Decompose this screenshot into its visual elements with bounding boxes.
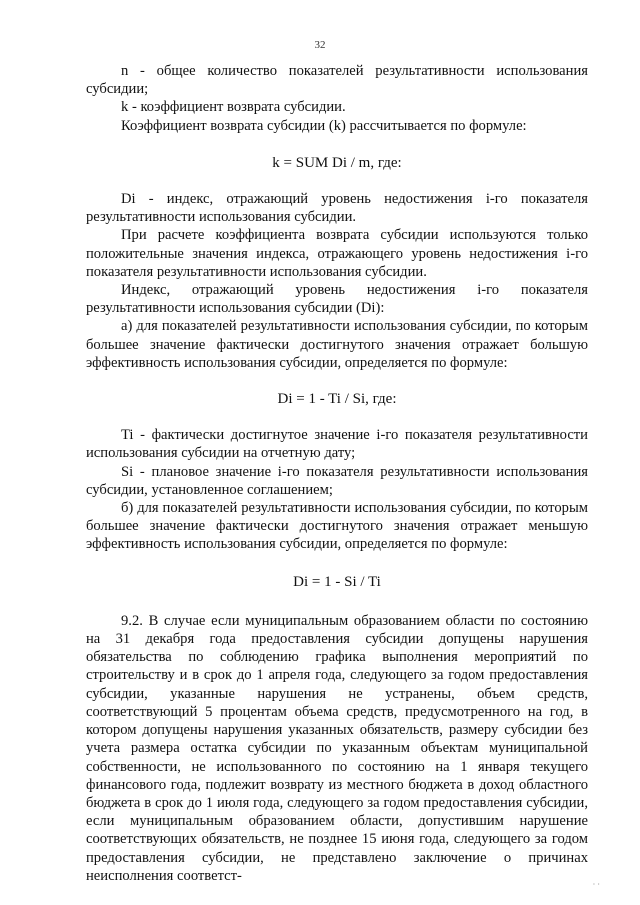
paragraph-index-intro: Индекс, отражающий уровень недостижения i-го показателя результативности использования субсидии (Di): bbox=[86, 282, 588, 317]
paragraph-di-definition: Di - индекс, отражающий уровень недостижения i-го показателя результативности использования субсидии. bbox=[86, 191, 588, 226]
paragraph-k-formula-intro: Коэффициент возврата субсидии (k) рассчитывается по формуле: bbox=[121, 117, 527, 134]
paragraph-9-2: 9.2. В случае если муниципальным образованием области по состоянию на 31 декабря года предоставления субсидии допущены нарушения обязательства по соблюдению графика выполнения мероприятий по строительству и в срок до 1 апреля года, следующего за годом предоставления субсидии, указанные нарушения не устранены, объем средств, соответствующий 5 процентам объема средств, предусмотренного на год, в котором допущены нарушения указанных обязательств, размеру субсидии без учета размера остатка субсидии по указанным объектам муниципальной собственности, не использованного по состоянию на 1 января текущего финансового года, подлежит возврату из местного бюджета в доход областного бюджета в срок до 1 июля года, следующего за годом предоставления субсидии, если муниципальным образованием области, допустившим нарушение соответствующих обязательств, не позднее 15 июня года, следующего за годом предоставления субсидии, не представлено заключение о причинах неисполнения соответст- bbox=[86, 612, 588, 884]
paragraph-case-b: б) для показателей результативности использования субсидии, по которым большее значение фактически достигнутого значения отражает меньшую эффективность использования субсидии, определяется по формуле: bbox=[86, 500, 588, 553]
formula-di-b: Di = 1 - Si / Ti bbox=[293, 573, 381, 590]
page-number: 32 bbox=[314, 39, 326, 51]
formula-di-a: Di = 1 - Ti / Si, где: bbox=[277, 391, 397, 408]
paragraph-positive-values: При расчете коэффициента возврата субсидии используются только положительные значения индекса, отражающего уровень недостижения i-го показателя результативности использования субсидии. bbox=[86, 227, 588, 280]
document-body bbox=[86, 62, 588, 885]
paragraph-case-a: а) для показателей результативности использования субсидии, по которым большее значение фактически достигнутого значения отражает большую эффективность использования субсидии, определяется по формуле: bbox=[86, 318, 588, 371]
paragraph-si-definition: Si - плановое значение i-го показателя результативности использования субсидии, установленное соглашением; bbox=[86, 463, 588, 498]
paragraph-k-definition: k - коэффициент возврата субсидии. bbox=[121, 99, 346, 116]
scan-corner-marks: · · bbox=[592, 880, 600, 889]
paragraph-ti-definition: Ti - фактически достигнутое значение i-го показателя результативности использования субсидии на отчетную дату; bbox=[86, 427, 588, 462]
paragraph-n-definition: n - общее количество показателей результативности использования субсидии; bbox=[86, 63, 588, 98]
formula-k: k = SUM Di / m, где: bbox=[272, 154, 402, 171]
